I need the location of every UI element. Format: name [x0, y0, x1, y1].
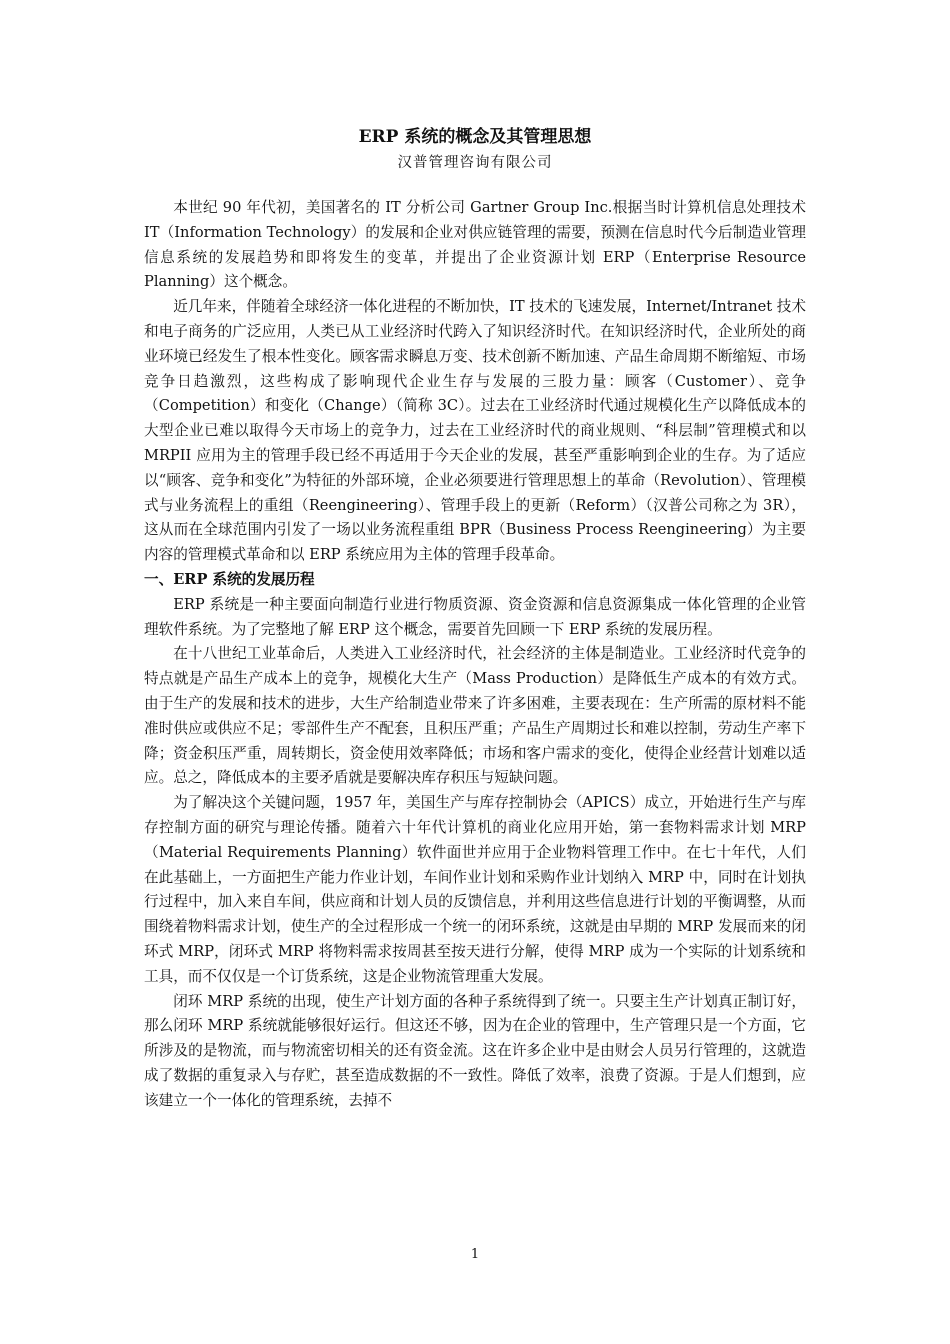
document-author: 汉普管理咨询有限公司 [397, 155, 553, 171]
paragraph-section1-3: 为了解决这个关键问题，1957 年，美国生产与库存控制协会（APICS）成立，开始进行生产与库存控制方面的研究与理论传播。随着六十年代计算机的商业化应用开始，第一套物料需求计划 MRP（Material Requirements Planning）软件面世并应用于企业物料管理工作中。在七十年代，人们在此基础上，一方面把生产能力作业计划，车间作业计划和采购作业计划纳入 MRP 中，同时在计划执行过程中，加入来自车间，供应商和计划人员的反馈信息，并利用这些信息进行计划的平衡调整，从而围绕着物料需求计划，使生产的全过程形成一个统一的闭环系统，这就是由早期的 MRP 发展而来的闭环式 MRP，闭环式 MRP 将物料需求按周甚至按天进行分解，使得 MRP 成为一个实际的计划系统和工具，而不仅仅是一个订货系统，这是企业物流管理重大发展。 [144, 794, 806, 985]
document-title: ERP 系统的概念及其管理思想 [358, 127, 592, 147]
section-heading-development-history: 一、ERP 系统的发展历程 [144, 570, 315, 588]
paragraph-section1-1: ERP 系统是一种主要面向制造行业进行物质资源、资金资源和信息资源集成一体化管理的企业管理软件系统。为了完整地了解 ERP 这个概念，需要首先回顾一下 ERP 系统的发展历程。 [144, 595, 806, 638]
document-page [144, 122, 806, 1113]
page-number: 1 [470, 1247, 480, 1262]
paragraph-intro-2: 近几年来，伴随着全球经济一体化进程的不断加快，IT 技术的飞速发展，Internet/Intranet 技术和电子商务的广泛应用，人类已从工业经济时代跨入了知识经济时代。在知识经济时代，企业所处的商业环境已经发生了根本性变化。顾客需求瞬息万变、技术创新不断加速、产品生命周期不断缩短、市场竞争日趋激烈，这些构成了影响现代企业生存与发展的三股力量：顾客（Customer）、竞争（Competition）和变化（Change）（简称 3C）。过去在工业经济时代通过规模化生产以降低成本的大型企业已难以取得今天市场上的竞争力，过去在工业经济时代的商业规则、“科层制”管理模式和以 MRPII 应用为主的管理手段已经不再适用于今天企业的发展，甚至严重影响到企业的生存。为了适应以“顾客、竞争和变化”为特征的外部环境，企业必须要进行管理思想上的革命（Revolution）、管理模式与业务流程上的重组（Reengineering）、管理手段上的更新（Reform）（汉普公司称之为 3R），这从而在全球范围内引发了一场以业务流程重组 BPR（Business Process Reengineering）为主要内容的管理模式革命和以 ERP 系统应用为主体的管理手段革命。 [144, 298, 806, 564]
paragraph-intro-1: 本世纪 90 年代初，美国著名的 IT 分析公司 Gartner Group Inc.根据当时计算机信息处理技术 IT（Information Technology）的发展和企业对供应链管理的需要，预测在信息时代今后制造业管理信息系统的发展趋势和即将发生的变革，并提出了企业资源计划 ERP（Enterprise Resource Planning）这个概念。 [144, 199, 806, 291]
paragraph-section1-4: 闭环 MRP 系统的出现，使生产计划方面的各种子系统得到了统一。只要主生产计划真正制订好，那么闭环 MRP 系统就能够很好运行。但这还不够，因为在企业的管理中，生产管理只是一个方面，它所涉及的是物流，而与物流密切相关的还有资金流。这在许多企业中是由财会人员另行管理的，这就造成了数据的重复录入与存贮，甚至造成数据的不一致性。降低了效率，浪费了资源。于是人们想到，应该建立一个一体化的管理系统，去掉不 [144, 992, 806, 1109]
paragraph-section1-2: 在十八世纪工业革命后，人类进入工业经济时代，社会经济的主体是制造业。工业经济时代竞争的特点就是产品生产成本上的竞争，规模化大生产（Mass Production）是降低生产成本的有效方式。由于生产的发展和技术的进步，大生产给制造业带来了许多困难，主要表现在：生产所需的原材料不能准时供应或供应不足；零部件生产不配套，且积压严重；产品生产周期过长和难以控制，劳动生产率下降；资金积压严重，周转期长，资金使用效率降低；市场和客户需求的变化，使得企业经营计划难以适应。总之，降低成本的主要矛盾就是要解决库存积压与短缺问题。 [144, 645, 806, 787]
